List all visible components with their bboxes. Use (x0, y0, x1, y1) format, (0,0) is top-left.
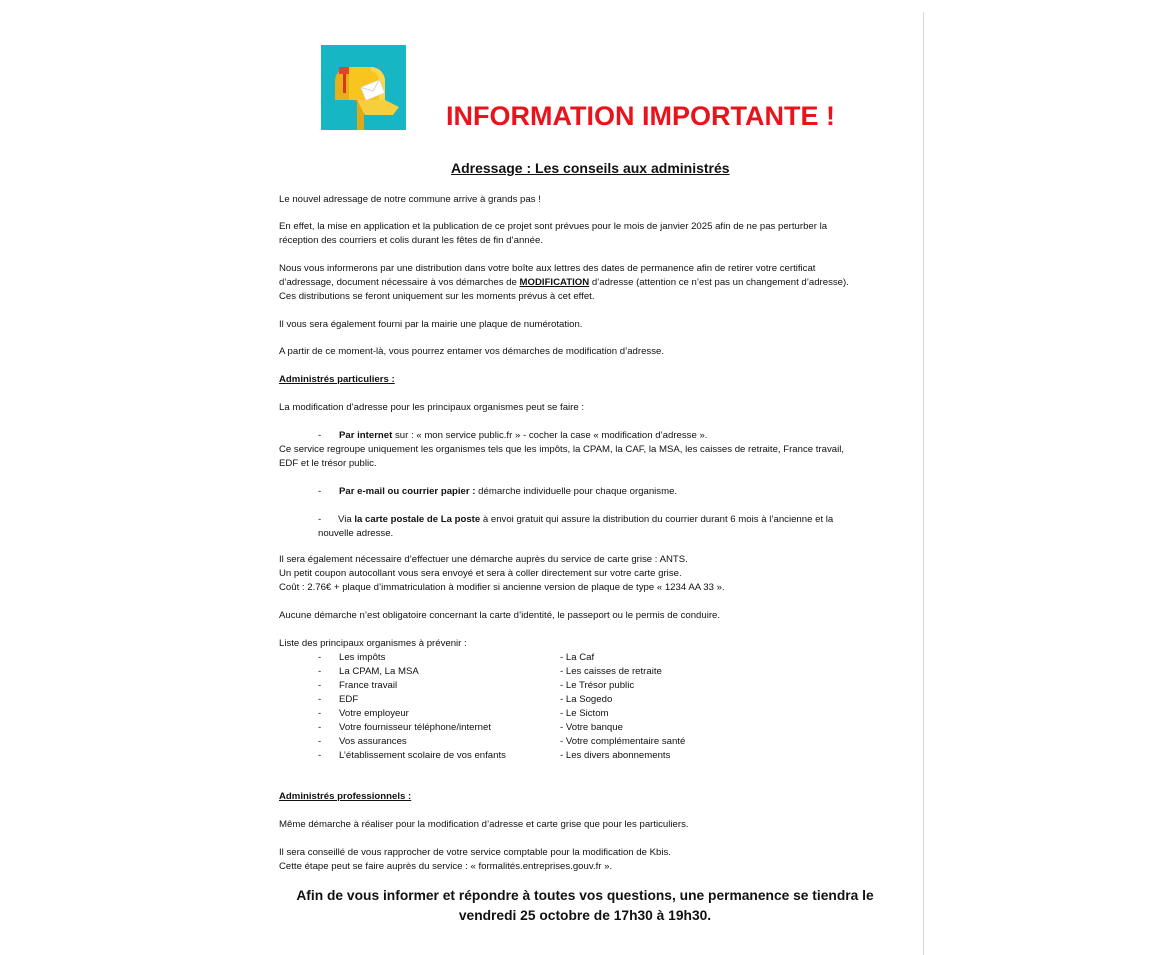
list-item: - La Sogedo (560, 694, 613, 705)
intro-paragraph-2-line-1: En effet, la mise en application et la publication de ce projet sont prévues pour le mois de janvier 2025 afin de ne pas perturber la (279, 221, 828, 232)
list-item: - Le Sictom (560, 708, 609, 719)
page-title: INFORMATION IMPORTANTE ! (446, 101, 835, 131)
list-item: - Les caisses de retraite (560, 666, 662, 677)
bullet-dash: - (318, 652, 322, 663)
list-item: Votre employeur (339, 708, 409, 719)
bullet-dash: - (318, 486, 322, 497)
list-item: Les impôts (339, 652, 386, 663)
intro-paragraph-5: A partir de ce moment-là, vous pourrez entamer vos démarches de modification d’adresse. (279, 346, 665, 357)
list-item: L’établissement scolaire de vos enfants (339, 750, 506, 761)
list-item: EDF (339, 694, 359, 705)
bullet-dash: - (318, 430, 322, 441)
intro-paragraph-3-line-2: d’adressage, document nécessaire à vos démarches de MODIFICATION d’adresse (attention ce n’est pas un changement d’adresse). (279, 277, 849, 288)
list-item: La CPAM, La MSA (339, 666, 419, 677)
particuliers-intro: La modification d’adresse pour les principaux organismes peut se faire : (279, 402, 585, 413)
list-item: - Votre complémentaire santé (560, 736, 686, 747)
section-heading-particuliers: Administrés particuliers : (279, 374, 395, 385)
bullet-dash: - (318, 750, 322, 761)
aucune-demarche: Aucune démarche n’est obligatoire concernant la carte d’identité, le passeport ou le permis de conduire. (279, 610, 721, 621)
intro-paragraph-3-line-1: Nous vous informerons par une distribution dans votre boîte aux lettres des dates de permanence afin de retirer votre certificat (279, 263, 816, 274)
modification-emphasis: MODIFICATION (519, 277, 590, 288)
permanence-line-2: vendredi 25 octobre de 17h30 à 19h30. (458, 907, 712, 923)
list-item: France travail (339, 680, 398, 691)
permanence-line-1: Afin de vous informer et répondre à toutes vos questions, une permanence se tiendra le (296, 888, 874, 903)
page-edge (923, 12, 924, 955)
bullet-dash: - (318, 694, 322, 705)
internet-note-line-2: EDF et le trésor public. (279, 458, 377, 469)
organismes-list-title: Liste des principaux organismes à prévenir : (279, 638, 467, 649)
list-item: Vos assurances (339, 736, 407, 747)
bullet-dash: - (318, 666, 322, 677)
bullet-dash: - (318, 722, 322, 733)
section-heading-professionnels: Administrés professionnels : (279, 791, 412, 802)
list-item: - La Caf (560, 652, 595, 663)
professionnels-paragraph-2-line-2: Cette étape peut se faire auprès du service : « formalités.entreprises.gouv.fr ». (279, 861, 613, 872)
list-item: - Le Trésor public (560, 680, 635, 691)
list-item: - Les divers abonnements (560, 750, 671, 761)
intro-paragraph-2-line-2: réception des courriers et colis durant les fêtes de fin d’année. (279, 235, 543, 246)
internet-note-line-1: Ce service regroupe uniquement les organismes tels que les impôts, la CPAM, la CAF, la MSA, les caisses de retraite, France travail, (279, 444, 845, 455)
bullet-internet: Par internet sur : « mon service public.fr » - cocher la case « modification d’adresse ». (339, 430, 708, 441)
list-item: - Votre banque (560, 722, 623, 733)
bullet-carte-postale: Via la carte postale de La poste à envoi gratuit qui assure la distribution du courrier durant 6 mois à l’ancienne et la (338, 514, 834, 525)
page-subtitle: Adressage : Les conseils aux administrés (451, 160, 730, 176)
mailbox-icon (321, 45, 406, 130)
professionnels-paragraph-1: Même démarche à réaliser pour la modification d’adresse et carte grise que pour les particuliers. (279, 819, 689, 830)
list-item: Votre fournisseur téléphone/internet (339, 722, 492, 733)
bullet-email: Par e-mail ou courrier papier : démarche individuelle pour chaque organisme. (339, 486, 678, 497)
bullet-dash: - (318, 736, 322, 747)
carte-grise-line-1: Il sera également nécessaire d’effectuer une démarche auprès du service de carte grise : ANTS. (279, 554, 688, 565)
bullet-dash: - (318, 708, 322, 719)
bullet-dash: - (318, 514, 322, 525)
professionnels-paragraph-2-line-1: Il sera conseillé de vous rapprocher de votre service comptable pour la modification de Kbis. (279, 847, 671, 858)
bullet-dash: - (318, 680, 322, 691)
carte-postale-line-2: nouvelle adresse. (318, 528, 394, 539)
carte-grise-line-3: Coût : 2.76€ + plaque d’immatriculation à modifier si ancienne version de plaque de type « 1234 AA 33 ». (279, 582, 725, 593)
permanence-announcement (260, 886, 910, 925)
carte-grise-line-2: Un petit coupon autocollant vous sera envoyé et sera à coller directement sur votre carte grise. (279, 568, 682, 579)
intro-paragraph-4: Il vous sera également fourni par la mairie une plaque de numérotation. (279, 319, 583, 330)
intro-paragraph-3-line-3: Ces distributions se feront uniquement sur les moments prévus à cet effet. (279, 291, 595, 302)
intro-paragraph-1: Le nouvel adressage de notre commune arrive à grands pas ! (279, 194, 541, 205)
